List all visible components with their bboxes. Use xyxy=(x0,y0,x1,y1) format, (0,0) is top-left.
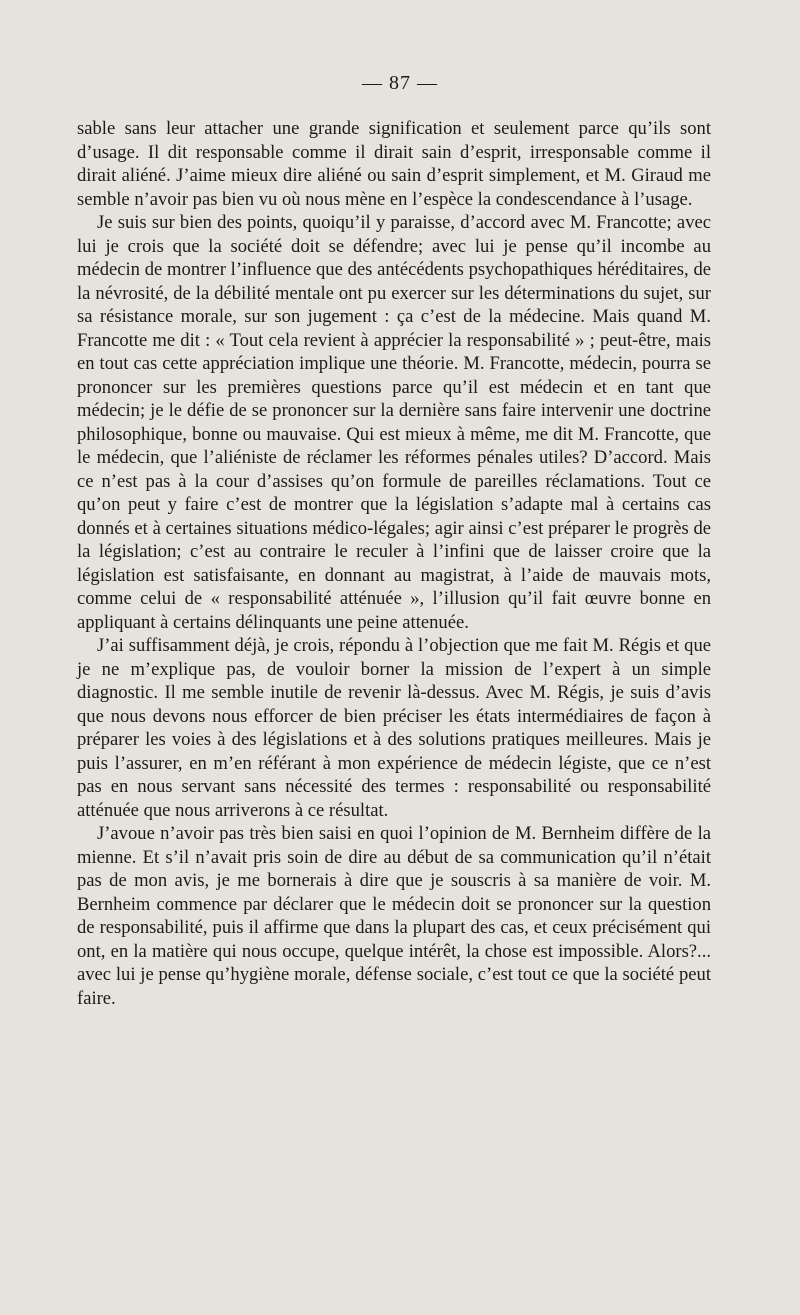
page-number: — 87 — xyxy=(362,72,438,94)
paragraph: J’ai suffisamment déjà, je crois, répondu à l’objection que me fait M. Régis et que je ne m’explique pas, de vouloir borner la mission de l’expert à un simple diagnostic. Il me semble inutile de revenir là-dessus. Avec M. Régis, je suis d’avis que nous devons nous efforcer de bien préciser les états intermédiaires de façon à préparer les voies à des législations et à des solutions pratiques meilleures. Mais je puis l’assurer, en m’en référant à mon expérience de médecin légiste, que ce n’est pas en nous servant sans nécessité des termes : responsabilité ou responsabilité atténuée que nous arriverons à ce résultat. xyxy=(77,635,711,821)
paragraph: Je suis sur bien des points, quoiqu’il y paraisse, d’accord avec M. Francotte; avec lui je crois que la société doit se défendre; avec lui je pense qu’il incombe au médecin de montrer l’influence que des antécédents psychopathiques héréditaires, de la névrosité, de la débilité mentale ont pu exercer sur les déterminations du sujet, sur sa résistance morale, sur son jugement : ça c’est de la médecine. Mais quand M. Francotte me dit : « Tout cela revient à apprécier la responsabilité » ; peut-être, mais en tout cas cette appréciation implique une théorie. M. Francotte, médecin, pourra se prononcer sur les premières questions parce qu’il est médecin et en tant que médecin; je le défie de se prononcer sur la dernière sans faire intervenir une doctrine philosophique, bonne ou mauvaise. Qui est mieux à même, me dit M. Francotte, que le médecin, que l’aliéniste de réclamer les réformes pénales utiles? D’accord. Mais ce n’est pas à la cour d’assises qu’on formule de pareilles réclamations. Tout ce qu’on peut y faire c’est de montrer que la législation s’adapte mal à certains cas donnés et à certaines situations médico-légales; agir ainsi c’est préparer le progrès de la législation; c’est au contraire le reculer à l’infini que de laisser croire que la législation est satisfaisante, en donnant au magistrat, à l’aide de mauvais mots, comme celui de « responsabilité atténuée », l’illusion qu’il fait œuvre bonne en appliquant à certains délinquants une peine attenuée. xyxy=(77,212,711,633)
paragraph: J’avoue n’avoir pas très bien saisi en quoi l’opinion de M. Bernheim diffère de la mienne. Et s’il n’avait pris soin de dire au début de sa communication qu’il n’était pas de mon avis, je me bornerais à dire que je souscris à sa manière de voir. M. Bernheim commence par déclarer que le médecin doit se prononcer sur la question de responsabilité, puis il affirme que dans la plupart des cas, et ceux précisément qui ont, en la matière qui nous occupe, quelque intérêt, la chose est impossible. Alors?... avec lui je pense qu’hygiène morale, défense sociale, c’est tout ce que la société peut faire. xyxy=(77,823,711,1009)
paragraph: sable sans leur attacher une grande signification et seulement parce qu’ils sont d’usage. Il dit responsable comme il dirait sain d’esprit, irresponsable comme il dirait aliéné. J’aime mieux dire aliéné ou sain d’esprit simplement, et M. Giraud me semble n’avoir pas bien vu où nous mène en l’espèce la condescendance à l’usage. xyxy=(77,118,711,210)
body-text xyxy=(77,117,711,1010)
